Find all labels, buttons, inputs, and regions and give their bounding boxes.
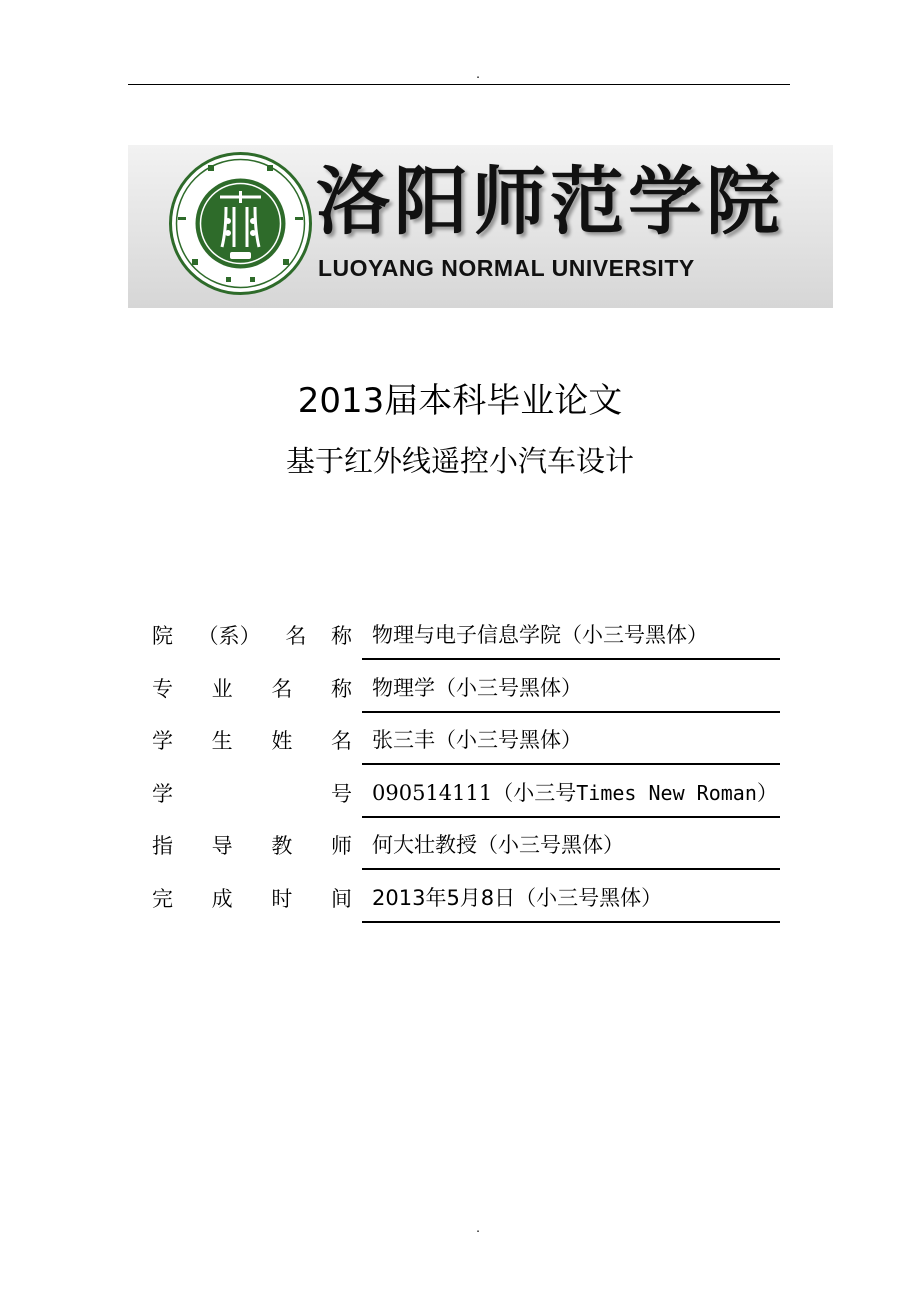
info-label: 学 生 姓 名: [152, 729, 352, 753]
info-row-student-id: [152, 770, 792, 823]
header-rule: [128, 84, 790, 85]
info-value-student-name: 张三丰（小三号黑体）: [372, 728, 582, 752]
thesis-subtitle: 基于红外线遥控小汽车设计: [285, 444, 634, 478]
info-value-advisor: 何大壮教授（小三号黑体）: [372, 833, 624, 857]
thesis-title: 2013届本科毕业论文: [297, 381, 623, 421]
info-row-completion-date: [152, 875, 792, 928]
university-seal-icon: [168, 151, 313, 296]
footer-mark: .: [476, 1221, 480, 1235]
header-mark: .: [476, 67, 480, 81]
school-name-english: LUOYANG NORMAL UNIVERSITY: [318, 255, 695, 281]
info-value-completion-date: 2013年5月8日（小三号黑体）: [372, 885, 663, 910]
info-label: 学 号: [152, 781, 352, 806]
info-label: 指 导 教 师: [152, 834, 352, 858]
info-underline: [362, 868, 780, 870]
info-value-department: 物理与电子信息学院（小三号黑体）: [372, 623, 708, 647]
info-row-department: [152, 612, 792, 665]
thesis-info-table: [152, 612, 792, 927]
info-row-student-name: [152, 717, 792, 770]
info-underline: [362, 711, 780, 713]
university-banner: [128, 145, 833, 308]
info-value-student-id: 090514111（小三号Times New Roman）: [372, 780, 778, 805]
info-label: 院 （系） 名 称: [152, 624, 352, 648]
info-underline: [362, 816, 780, 818]
info-underline: [362, 921, 780, 923]
info-underline: [362, 763, 780, 765]
info-row-advisor: [152, 822, 792, 875]
info-label: 完 成 时 间: [152, 886, 352, 911]
info-row-major: [152, 665, 792, 718]
info-underline: [362, 658, 780, 660]
info-value-major: 物理学（小三号黑体）: [372, 675, 582, 700]
info-label: 专 业 名 称: [152, 676, 352, 701]
school-name-chinese: 洛阳师范学院: [316, 159, 784, 245]
